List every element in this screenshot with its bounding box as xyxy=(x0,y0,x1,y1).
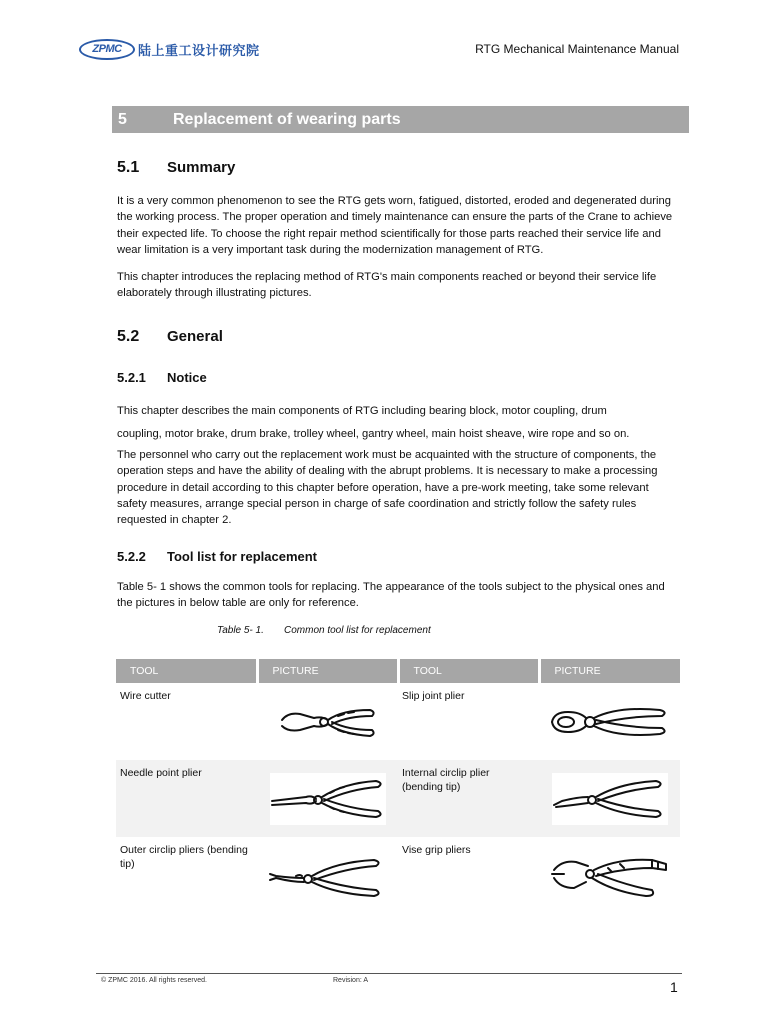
section-title: Tool list for replacement xyxy=(167,549,318,564)
table-row xyxy=(116,760,680,837)
header-picture: PICTURE xyxy=(539,659,680,683)
slip-joint-plier-icon xyxy=(548,700,672,744)
tool-picture xyxy=(257,837,398,914)
chapter-number: 5 xyxy=(118,110,127,128)
tool-name: Wire cutter xyxy=(120,690,171,702)
logo-latin: ZPMC xyxy=(79,39,135,60)
tool-name: Outer circlip pliers (bending tip) xyxy=(120,844,248,870)
tool-picture xyxy=(539,683,680,760)
table-header-row xyxy=(116,659,680,683)
section-5-2-1-heading xyxy=(117,370,207,385)
footer-copyright: © ZPMC 2016. All rights reserved. xyxy=(101,977,207,984)
section-title: Notice xyxy=(167,370,207,385)
section-title: General xyxy=(167,328,223,345)
tool-name: Slip joint plier xyxy=(402,690,465,702)
header-tool: TOOL xyxy=(398,659,539,683)
section-number: 5.2.2 xyxy=(117,549,146,564)
wire-cutter-icon xyxy=(278,700,378,744)
section-number: 5.1 xyxy=(117,159,140,176)
page-header xyxy=(0,0,768,70)
tool-name-multiline xyxy=(398,760,539,837)
section-5-2-2-heading xyxy=(117,549,317,564)
footer-divider xyxy=(96,973,682,974)
header-picture: PICTURE xyxy=(257,659,398,683)
page-number: 1 xyxy=(670,979,678,995)
table-caption xyxy=(217,625,431,636)
vise-grip-plier-icon xyxy=(548,848,672,904)
tool-table xyxy=(116,659,680,914)
chapter-title: Replacement of wearing parts xyxy=(173,110,401,128)
table-caption-title: Common tool list for replacement xyxy=(284,625,431,636)
tool-picture xyxy=(257,760,398,837)
table-row xyxy=(116,683,680,760)
section-5-2-heading xyxy=(117,328,223,346)
notice-paragraph-1-line-1: This chapter describes the main components of RTG including bearing block, motor coupling, drum xyxy=(117,405,607,417)
internal-circlip-plier-icon xyxy=(548,771,672,827)
section-number: 5.2 xyxy=(117,328,140,345)
summary-paragraph-2: This chapter introduces the replacing method of RTG's main components reached or beyond their service life elaborately through illustrating pictures. xyxy=(117,271,657,300)
notice-paragraph-2: The personnel who carry out the replacement work must be acquainted with the structure of components, the operation steps and have the ability of dealing with the abrupt problems. It is necessary to make a processing procedure in detail according to this chapter before operation, have a pre-work meeting, take some relevant safety measures, arrange special person in charge of safe coordination and strictly follow the safety rules requested in chapter 2. xyxy=(117,449,658,527)
manual-title: RTG Mechanical Maintenance Manual xyxy=(475,42,679,56)
tool-name: Needle point plier xyxy=(116,760,257,837)
footer-revision: Revision: A xyxy=(333,977,369,984)
summary-paragraph-1: It is a very common phenomenon to see the RTG gets worn, fatigued, distorted, eroded and degenerated during the working process. The proper operation and timely maintenance can ensure the parts of the Crane to achieve their expected life. To choose the right repair method scientifically for those parts reached their service life and wear limitation is a very important task during the modernization management of RTG. xyxy=(117,195,673,256)
tool-picture xyxy=(539,837,680,914)
zpmc-logo xyxy=(79,38,260,60)
needle-point-plier-icon xyxy=(266,771,390,827)
tool-list-paragraph: Table 5- 1 shows the common tools for replacing. The appearance of the tools subject to the physical ones and the pictures in below table are only for reference. xyxy=(117,581,665,610)
section-number: 5.2.1 xyxy=(117,370,146,385)
outer-circlip-plier-icon xyxy=(266,848,390,904)
tool-picture xyxy=(257,683,398,760)
tool-name-line: Internal circlip plier xyxy=(402,767,490,779)
tool-name: Vise grip pliers xyxy=(402,844,471,856)
notice-paragraph-1-line-2: coupling, motor brake, drum brake, trolley wheel, gantry wheel, main hoist sheave, wire rope and so on. xyxy=(117,428,630,440)
tool-name-line: (bending tip) xyxy=(402,781,461,793)
section-title: Summary xyxy=(167,159,236,176)
chapter-heading xyxy=(112,106,689,133)
table-row xyxy=(116,837,680,914)
section-5-1-heading xyxy=(117,159,235,177)
tool-picture xyxy=(539,760,680,837)
logo-chinese: 陆上重工设计研究院 xyxy=(138,43,260,59)
header-tool: TOOL xyxy=(116,659,257,683)
table-caption-number: Table 5- 1. xyxy=(217,625,264,636)
